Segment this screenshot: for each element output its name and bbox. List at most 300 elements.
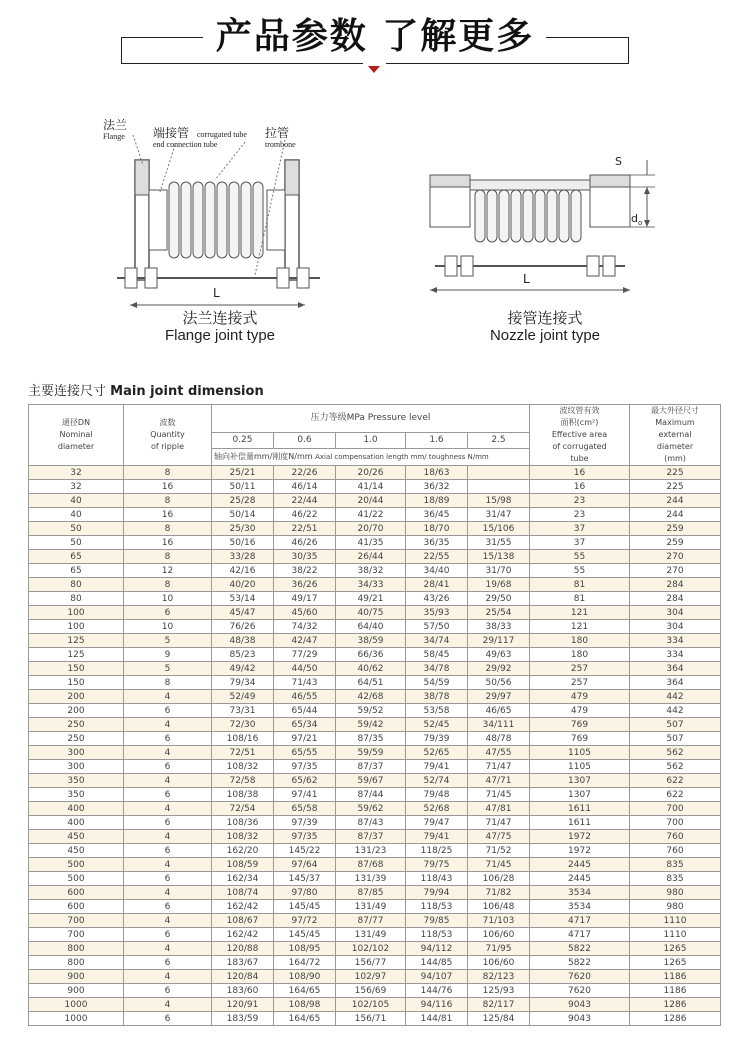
label-trombone-en: trombone bbox=[265, 140, 296, 149]
cell-p16: 18/70 bbox=[406, 522, 468, 536]
cell-dn: 150 bbox=[29, 676, 124, 690]
cell-p16: 52/45 bbox=[406, 718, 468, 732]
cell-p06: 145/22 bbox=[274, 844, 336, 858]
cell-ripple: 12 bbox=[124, 564, 212, 578]
header-pressure-1: 0.6 bbox=[274, 432, 336, 449]
table-row bbox=[29, 914, 721, 928]
cell-p025: 25/21 bbox=[212, 466, 274, 480]
cell-p25: 106/60 bbox=[468, 928, 530, 942]
table-row bbox=[29, 536, 721, 550]
cell-od: 980 bbox=[630, 886, 721, 900]
cell-p16: 144/85 bbox=[406, 956, 468, 970]
cell-p025: 72/30 bbox=[212, 718, 274, 732]
header-axial-compensation bbox=[212, 449, 530, 466]
cell-p10: 59/59 bbox=[336, 746, 406, 760]
cell-p25 bbox=[468, 466, 530, 480]
cell-p10: 156/71 bbox=[336, 1012, 406, 1026]
cell-p25 bbox=[468, 480, 530, 494]
cell-od: 225 bbox=[630, 480, 721, 494]
cell-dn: 125 bbox=[29, 634, 124, 648]
cell-p10: 87/44 bbox=[336, 788, 406, 802]
table-row bbox=[29, 984, 721, 998]
header-nominal-diameter-en1: Nominal bbox=[59, 430, 93, 439]
cell-p06: 164/65 bbox=[274, 984, 336, 998]
cell-p10: 87/68 bbox=[336, 858, 406, 872]
header-area-en2: of corrugated bbox=[552, 442, 607, 451]
cell-ripple: 6 bbox=[124, 816, 212, 830]
cell-p10: 156/77 bbox=[336, 956, 406, 970]
header-triangle-marker bbox=[368, 66, 380, 73]
cell-ripple: 6 bbox=[124, 788, 212, 802]
cell-dn: 600 bbox=[29, 900, 124, 914]
header-area-cn2: 面积(cm²) bbox=[560, 418, 599, 427]
cell-area: 2445 bbox=[530, 872, 630, 886]
cell-p06: 38/22 bbox=[274, 564, 336, 578]
cell-p10: 59/52 bbox=[336, 704, 406, 718]
cell-p10: 87/43 bbox=[336, 816, 406, 830]
cell-area: 1972 bbox=[530, 830, 630, 844]
cell-p25: 106/60 bbox=[468, 956, 530, 970]
cell-p25: 71/103 bbox=[468, 914, 530, 928]
header-nominal-diameter bbox=[29, 405, 124, 466]
table-row bbox=[29, 480, 721, 494]
cell-p06: 145/45 bbox=[274, 928, 336, 942]
cell-p16: 79/39 bbox=[406, 732, 468, 746]
cell-p10: 131/49 bbox=[336, 900, 406, 914]
cell-area: 5822 bbox=[530, 942, 630, 956]
cell-od: 700 bbox=[630, 802, 721, 816]
cell-dn: 50 bbox=[29, 522, 124, 536]
flange-joint-diagram bbox=[95, 100, 345, 360]
cell-ripple: 4 bbox=[124, 746, 212, 760]
cell-p16: 54/59 bbox=[406, 676, 468, 690]
cell-area: 23 bbox=[530, 494, 630, 508]
cell-p06: 45/60 bbox=[274, 606, 336, 620]
cell-area: 3534 bbox=[530, 886, 630, 900]
cell-od: 364 bbox=[630, 676, 721, 690]
cell-p025: 108/16 bbox=[212, 732, 274, 746]
cell-p025: 53/14 bbox=[212, 592, 274, 606]
cell-dn: 300 bbox=[29, 746, 124, 760]
cell-ripple: 6 bbox=[124, 956, 212, 970]
nozzle-dim-d-letter: d bbox=[631, 212, 638, 225]
table-row bbox=[29, 550, 721, 564]
cell-p025: 183/59 bbox=[212, 1012, 274, 1026]
cell-p025: 50/16 bbox=[212, 536, 274, 550]
cell-p25: 25/54 bbox=[468, 606, 530, 620]
cell-ripple: 6 bbox=[124, 760, 212, 774]
cell-od: 760 bbox=[630, 830, 721, 844]
cell-area: 81 bbox=[530, 578, 630, 592]
table-row bbox=[29, 942, 721, 956]
cell-p16: 79/41 bbox=[406, 830, 468, 844]
cell-od: 270 bbox=[630, 550, 721, 564]
cell-dn: 450 bbox=[29, 830, 124, 844]
cell-p25: 71/82 bbox=[468, 886, 530, 900]
nozzle-caption-cn: 接管连接式 bbox=[507, 309, 583, 327]
cell-p06: 97/39 bbox=[274, 816, 336, 830]
cell-p10: 87/37 bbox=[336, 760, 406, 774]
cell-area: 121 bbox=[530, 620, 630, 634]
cell-od: 284 bbox=[630, 592, 721, 606]
label-end-tube-cn: 端接管 bbox=[153, 126, 190, 140]
table-row bbox=[29, 592, 721, 606]
cell-p25: 49/63 bbox=[468, 648, 530, 662]
table-row bbox=[29, 578, 721, 592]
cell-p16: 35/93 bbox=[406, 606, 468, 620]
cell-p10: 38/59 bbox=[336, 634, 406, 648]
cell-dn: 350 bbox=[29, 774, 124, 788]
cell-p10: 59/42 bbox=[336, 718, 406, 732]
flange-dim-L: L bbox=[213, 286, 220, 300]
cell-p025: 120/84 bbox=[212, 970, 274, 984]
cell-p16: 22/55 bbox=[406, 550, 468, 564]
cell-od: 334 bbox=[630, 634, 721, 648]
cell-dn: 32 bbox=[29, 466, 124, 480]
cell-od: 1265 bbox=[630, 956, 721, 970]
page-title: 产品参数 了解更多 bbox=[215, 16, 535, 57]
cell-p25: 47/81 bbox=[468, 802, 530, 816]
cell-p16: 118/53 bbox=[406, 900, 468, 914]
cell-p25: 46/65 bbox=[468, 704, 530, 718]
cell-p025: 183/67 bbox=[212, 956, 274, 970]
cell-p06: 108/90 bbox=[274, 970, 336, 984]
cell-p06: 145/37 bbox=[274, 872, 336, 886]
cell-p025: 72/54 bbox=[212, 802, 274, 816]
nozzle-caption-en: Nozzle joint type bbox=[489, 327, 601, 344]
cell-p025: 108/74 bbox=[212, 886, 274, 900]
cell-od: 442 bbox=[630, 704, 721, 718]
cell-p10: 87/35 bbox=[336, 732, 406, 746]
cell-dn: 80 bbox=[29, 592, 124, 606]
cell-area: 257 bbox=[530, 676, 630, 690]
cell-p16: 34/78 bbox=[406, 662, 468, 676]
table-row bbox=[29, 676, 721, 690]
table-row bbox=[29, 606, 721, 620]
cell-p06: 46/55 bbox=[274, 690, 336, 704]
header-od-en1: Maximum bbox=[655, 418, 695, 427]
cell-p10: 40/62 bbox=[336, 662, 406, 676]
nozzle-dim-d-subscript: o bbox=[637, 219, 643, 228]
table-row bbox=[29, 662, 721, 676]
table-row bbox=[29, 900, 721, 914]
cell-p025: 25/28 bbox=[212, 494, 274, 508]
cell-p10: 38/32 bbox=[336, 564, 406, 578]
cell-ripple: 4 bbox=[124, 718, 212, 732]
cell-p06: 46/22 bbox=[274, 508, 336, 522]
cell-od: 507 bbox=[630, 718, 721, 732]
cell-area: 479 bbox=[530, 704, 630, 718]
cell-p16: 34/40 bbox=[406, 564, 468, 578]
section-title-cn: 主要连接尺寸 bbox=[28, 384, 107, 399]
cell-dn: 32 bbox=[29, 480, 124, 494]
cell-p25: 19/68 bbox=[468, 578, 530, 592]
cell-p06: 108/95 bbox=[274, 942, 336, 956]
cell-area: 1105 bbox=[530, 746, 630, 760]
table-row bbox=[29, 466, 721, 480]
label-flange-cn: 法兰 bbox=[103, 118, 128, 132]
header-ripple-en1: Quantity bbox=[150, 430, 185, 439]
cell-p06: 74/32 bbox=[274, 620, 336, 634]
cell-p06: 65/44 bbox=[274, 704, 336, 718]
cell-ripple: 4 bbox=[124, 942, 212, 956]
cell-p025: 162/42 bbox=[212, 928, 274, 942]
cell-ripple: 4 bbox=[124, 802, 212, 816]
cell-p025: 162/42 bbox=[212, 900, 274, 914]
cell-p025: 162/20 bbox=[212, 844, 274, 858]
cell-p025: 49/42 bbox=[212, 662, 274, 676]
cell-ripple: 5 bbox=[124, 662, 212, 676]
cell-dn: 450 bbox=[29, 844, 124, 858]
table-row bbox=[29, 788, 721, 802]
cell-p06: 22/51 bbox=[274, 522, 336, 536]
cell-p10: 87/37 bbox=[336, 830, 406, 844]
table-row bbox=[29, 704, 721, 718]
label-corrugated: corrugated tube bbox=[197, 130, 247, 139]
cell-p16: 28/41 bbox=[406, 578, 468, 592]
cell-p025: 108/32 bbox=[212, 830, 274, 844]
cell-dn: 1000 bbox=[29, 1012, 124, 1026]
cell-p25: 106/48 bbox=[468, 900, 530, 914]
table-row bbox=[29, 648, 721, 662]
cell-p16: 118/43 bbox=[406, 872, 468, 886]
cell-p06: 97/72 bbox=[274, 914, 336, 928]
cell-dn: 150 bbox=[29, 662, 124, 676]
cell-area: 7620 bbox=[530, 984, 630, 998]
cell-od: 622 bbox=[630, 788, 721, 802]
cell-dn: 250 bbox=[29, 718, 124, 732]
header-axial-compensation-en: Axial compensation length mm/ toughness N/mm bbox=[315, 453, 489, 462]
flange-caption-cn: 法兰连接式 bbox=[182, 309, 258, 327]
cell-p16: 118/25 bbox=[406, 844, 468, 858]
header-max-external-diameter bbox=[630, 405, 721, 466]
header-ripple-en2: of ripple bbox=[150, 442, 185, 451]
cell-p025: 48/38 bbox=[212, 634, 274, 648]
table-row bbox=[29, 690, 721, 704]
cell-p10: 87/85 bbox=[336, 886, 406, 900]
cell-p16: 118/53 bbox=[406, 928, 468, 942]
cell-p25: 71/95 bbox=[468, 942, 530, 956]
cell-ripple: 10 bbox=[124, 620, 212, 634]
cell-ripple: 10 bbox=[124, 592, 212, 606]
table-row bbox=[29, 928, 721, 942]
cell-p25: 82/117 bbox=[468, 998, 530, 1012]
cell-dn: 900 bbox=[29, 970, 124, 984]
cell-p10: 102/102 bbox=[336, 942, 406, 956]
cell-p16: 52/65 bbox=[406, 746, 468, 760]
cell-area: 479 bbox=[530, 690, 630, 704]
cell-p06: 164/65 bbox=[274, 1012, 336, 1026]
cell-p06: 97/64 bbox=[274, 858, 336, 872]
cell-p10: 64/51 bbox=[336, 676, 406, 690]
table-row bbox=[29, 634, 721, 648]
cell-area: 7620 bbox=[530, 970, 630, 984]
cell-p025: 120/91 bbox=[212, 998, 274, 1012]
table-row bbox=[29, 718, 721, 732]
cell-ripple: 16 bbox=[124, 508, 212, 522]
cell-p16: 79/94 bbox=[406, 886, 468, 900]
cell-p06: 65/34 bbox=[274, 718, 336, 732]
cell-p10: 102/105 bbox=[336, 998, 406, 1012]
cell-ripple: 6 bbox=[124, 1012, 212, 1026]
cell-ripple: 6 bbox=[124, 606, 212, 620]
cell-ripple: 4 bbox=[124, 970, 212, 984]
cell-p06: 65/55 bbox=[274, 746, 336, 760]
joint-dimension-table bbox=[28, 404, 721, 1026]
cell-p06: 46/14 bbox=[274, 480, 336, 494]
cell-p25: 106/28 bbox=[468, 872, 530, 886]
cell-ripple: 8 bbox=[124, 522, 212, 536]
cell-area: 55 bbox=[530, 564, 630, 578]
cell-p16: 79/75 bbox=[406, 858, 468, 872]
cell-p10: 87/77 bbox=[336, 914, 406, 928]
cell-p025: 108/36 bbox=[212, 816, 274, 830]
table-row bbox=[29, 816, 721, 830]
cell-p25: 31/55 bbox=[468, 536, 530, 550]
cell-p16: 52/68 bbox=[406, 802, 468, 816]
cell-ripple: 8 bbox=[124, 494, 212, 508]
cell-dn: 300 bbox=[29, 760, 124, 774]
header-area-en3: tube bbox=[570, 454, 589, 463]
cell-area: 81 bbox=[530, 592, 630, 606]
label-flange-en: Flange bbox=[103, 132, 125, 141]
cell-area: 2445 bbox=[530, 858, 630, 872]
header-pressure-4: 2.5 bbox=[468, 432, 530, 449]
cell-p16: 57/50 bbox=[406, 620, 468, 634]
cell-ripple: 9 bbox=[124, 648, 212, 662]
cell-p025: 33/28 bbox=[212, 550, 274, 564]
cell-od: 1110 bbox=[630, 914, 721, 928]
cell-od: 1265 bbox=[630, 942, 721, 956]
header-axial-compensation-cn: 轴向补偿量mm/刚度N/mm bbox=[214, 452, 313, 462]
cell-p16: 144/81 bbox=[406, 1012, 468, 1026]
cell-p25: 29/50 bbox=[468, 592, 530, 606]
cell-area: 9043 bbox=[530, 1012, 630, 1026]
cell-area: 4717 bbox=[530, 928, 630, 942]
cell-p25: 29/97 bbox=[468, 690, 530, 704]
cell-dn: 400 bbox=[29, 802, 124, 816]
cell-p025: 52/49 bbox=[212, 690, 274, 704]
cell-p16: 38/78 bbox=[406, 690, 468, 704]
cell-od: 1286 bbox=[630, 1012, 721, 1026]
cell-od: 507 bbox=[630, 732, 721, 746]
cell-p10: 131/23 bbox=[336, 844, 406, 858]
cell-p06: 71/43 bbox=[274, 676, 336, 690]
cell-p16: 79/47 bbox=[406, 816, 468, 830]
cell-area: 1307 bbox=[530, 788, 630, 802]
header-rule-bottom-right bbox=[386, 63, 629, 64]
cell-p06: 97/41 bbox=[274, 788, 336, 802]
cell-dn: 250 bbox=[29, 732, 124, 746]
cell-od: 334 bbox=[630, 648, 721, 662]
cell-od: 270 bbox=[630, 564, 721, 578]
cell-p16: 79/41 bbox=[406, 760, 468, 774]
cell-p10: 102/97 bbox=[336, 970, 406, 984]
cell-dn: 40 bbox=[29, 494, 124, 508]
cell-p25: 34/111 bbox=[468, 718, 530, 732]
cell-dn: 600 bbox=[29, 886, 124, 900]
cell-p10: 41/22 bbox=[336, 508, 406, 522]
section-title-en: Main joint dimension bbox=[110, 384, 264, 399]
table-row bbox=[29, 858, 721, 872]
cell-od: 284 bbox=[630, 578, 721, 592]
cell-p10: 131/39 bbox=[336, 872, 406, 886]
header-area-cn1: 波纹管有效 bbox=[559, 406, 600, 415]
cell-dn: 700 bbox=[29, 928, 124, 942]
cell-p06: 49/17 bbox=[274, 592, 336, 606]
cell-dn: 125 bbox=[29, 648, 124, 662]
cell-p25: 71/45 bbox=[468, 788, 530, 802]
cell-area: 16 bbox=[530, 480, 630, 494]
cell-p10: 59/62 bbox=[336, 802, 406, 816]
cell-p16: 53/58 bbox=[406, 704, 468, 718]
table-row bbox=[29, 508, 721, 522]
cell-dn: 1000 bbox=[29, 998, 124, 1012]
cell-p025: 72/51 bbox=[212, 746, 274, 760]
table-row bbox=[29, 886, 721, 900]
cell-area: 37 bbox=[530, 522, 630, 536]
cell-p25: 38/33 bbox=[468, 620, 530, 634]
cell-p10: 156/69 bbox=[336, 984, 406, 998]
cell-p025: 183/60 bbox=[212, 984, 274, 998]
cell-od: 244 bbox=[630, 508, 721, 522]
label-flange bbox=[103, 120, 127, 142]
cell-p025: 79/34 bbox=[212, 676, 274, 690]
cell-p25: 50/56 bbox=[468, 676, 530, 690]
cell-dn: 50 bbox=[29, 536, 124, 550]
cell-ripple: 16 bbox=[124, 536, 212, 550]
cell-p16: 94/116 bbox=[406, 998, 468, 1012]
cell-area: 4717 bbox=[530, 914, 630, 928]
cell-p10: 66/36 bbox=[336, 648, 406, 662]
cell-od: 304 bbox=[630, 620, 721, 634]
table-row bbox=[29, 620, 721, 634]
cell-area: 37 bbox=[530, 536, 630, 550]
cell-p025: 73/31 bbox=[212, 704, 274, 718]
cell-od: 622 bbox=[630, 774, 721, 788]
header-rule-bottom-left bbox=[121, 63, 363, 64]
cell-p06: 42/47 bbox=[274, 634, 336, 648]
cell-od: 562 bbox=[630, 760, 721, 774]
cell-ripple: 6 bbox=[124, 928, 212, 942]
cell-p25: 71/47 bbox=[468, 816, 530, 830]
cell-od: 1110 bbox=[630, 928, 721, 942]
cell-od: 364 bbox=[630, 662, 721, 676]
cell-p16: 36/32 bbox=[406, 480, 468, 494]
cell-p10: 40/75 bbox=[336, 606, 406, 620]
header-od-en2: external bbox=[658, 430, 692, 439]
nozzle-joint-diagram bbox=[415, 100, 675, 360]
cell-p025: 108/59 bbox=[212, 858, 274, 872]
cell-p06: 22/26 bbox=[274, 466, 336, 480]
table-row bbox=[29, 774, 721, 788]
cell-area: 23 bbox=[530, 508, 630, 522]
cell-area: 1611 bbox=[530, 802, 630, 816]
flange-caption bbox=[95, 310, 345, 344]
cell-p25: 125/84 bbox=[468, 1012, 530, 1026]
cell-p16: 36/45 bbox=[406, 508, 468, 522]
flange-caption-en: Flange joint type bbox=[164, 327, 276, 344]
cell-ripple: 8 bbox=[124, 550, 212, 564]
header-area-en1: Effective area bbox=[551, 430, 608, 439]
cell-p025: 108/67 bbox=[212, 914, 274, 928]
cell-p10: 42/68 bbox=[336, 690, 406, 704]
cell-p25: 71/47 bbox=[468, 760, 530, 774]
cell-ripple: 5 bbox=[124, 634, 212, 648]
label-trombone bbox=[265, 128, 296, 150]
cell-area: 1307 bbox=[530, 774, 630, 788]
cell-p025: 76/26 bbox=[212, 620, 274, 634]
